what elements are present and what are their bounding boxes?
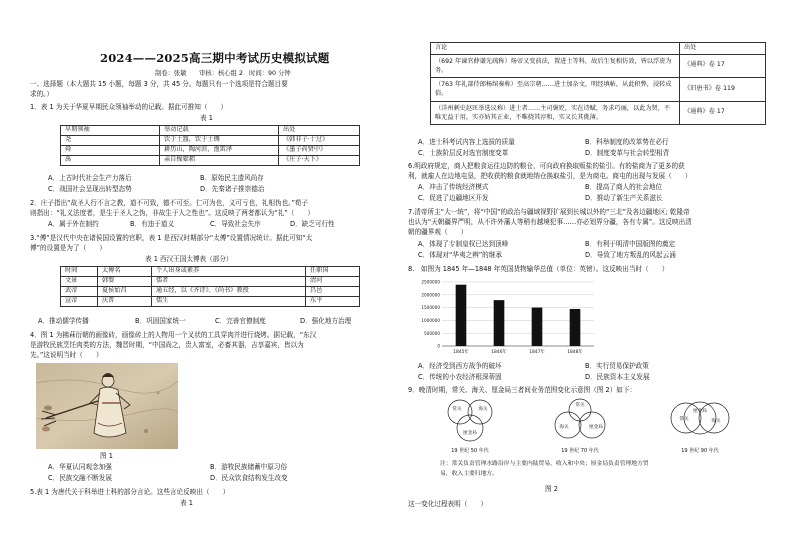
table-cell: 舜 [61,146,160,156]
y-tick-label: 1500000 [421,305,440,311]
exam-title: 2024——2025高三期中考试历史模拟试题 [100,51,330,65]
venn-circle-label: 海关 [559,425,569,430]
q8-option-c: C．传统的小农经济根深蒂固 [418,373,502,381]
q4-figure-caption: 图 1 [100,452,113,460]
venn-circle-label: 厘金局 [463,431,477,436]
table-header-cell: 言论 [431,43,680,55]
q3-table [60,266,360,307]
table-cell: 儒生 [152,297,306,307]
venn-circle [468,400,492,424]
venn-period-label: 19 世纪 90 年代 [681,448,719,454]
table-cell: 禹 [61,156,160,166]
q8-option-a: A．经济受到西方战争的破坏 [418,362,502,370]
q4-line1: 4．图 1 为拂菻衍朝的画像砖，画像砖上的人物用一个叉状的工具穿肉并进行烧烤。据记载，“东汉 [30,331,317,339]
q3-option-b: B．巩固国家统一 [135,317,186,325]
q2-option-a: A．属于外在制约 [48,220,99,228]
venn-circle [699,403,729,433]
table-cell: 亲自操橐耜 [160,156,279,166]
q6-option-b: B．提高了商人的社会地位 [585,183,663,191]
venn-circle-label: 常关 [679,417,689,422]
q6-line1: 6.明政府规定，商人把粮食运往边防的粮仓，可向政府换取贩盐的盐引。有的盐商为了更多的获 [408,162,685,170]
table-cell: 《韩非子·十过》 [279,136,360,146]
q1-option-a: A．上古时代社会生产力落后 [48,174,132,182]
section-header-cont: 求的。） [30,90,54,98]
table-cell: 尧 [61,136,160,146]
y-tick-label: 2500000 [421,279,440,285]
q7-line1: 7.清帝所主“大一统”，将“中国”的政治与疆域视野扩展到长城以外的“三北”及各边疆地区; 乾隆帝 [408,208,690,216]
q3-option-a: A．推动儒学传播 [38,317,89,325]
q3-line2: 傅”的设置是为了（ ） [30,244,106,252]
table-cell: 昌邑 [306,287,360,297]
table-header-row [431,43,766,55]
table-header-cell: 早期领袖 [61,126,160,136]
bar [532,308,543,346]
q4-line3: 先。”这说明当时（ ） [30,351,103,359]
table-row [431,101,766,125]
q3-option-c: C．完善官僚制度 [215,317,266,325]
bar [456,285,467,346]
bar [570,309,581,346]
q6-option-a: A．冲击了传统经济模式 [418,183,489,191]
table-header-cell: 太傅名 [98,267,152,277]
export-value-bar-chart [404,276,604,360]
q1-option-d: D．先秦诸子推崇德治 [200,185,265,193]
table-header-row [61,126,360,136]
q4-option-a: A．华夏认同观念加强 [48,463,112,471]
q2-line1: 2．庄子指出“故圣人行不言之教，道不可致，德不可至。仁可为也，义可亏也，礼相伪也。”荀子 [30,199,309,207]
table-header-cell: 出处 [680,43,766,55]
table-cell: 夏侯始昌 [98,287,152,297]
q2-option-c: C．导致社会失序 [210,220,261,228]
q9-figure-caption: 图 2 [545,485,558,493]
x-tick-label: 1846年 [491,350,507,355]
table-cell: （692 年谏官薛谦光疏称）炀帝又变前法，置进士等科，故后生复相仿效，皆以浮虚为务。 [431,54,680,78]
customs-venn-diagrams [430,398,770,456]
table-cell: （洋州刺史赵匡举选议称）进士者……主司褒贬，实在诗赋，务求巧丽，以此为贤，不唯无益于用，实亦妨其正业，不唯挠其淳和，实又长其佻薄。 [431,101,680,125]
q2-option-b: B．有违于道义 [130,220,175,228]
table-header-row [61,267,360,277]
venn-circle [448,400,472,424]
venn-circle-label: 海关 [711,419,721,424]
q6-option-d: D．推动了新生产关系滋长 [585,194,663,202]
q3-caption: 表 1 西汉王国太傅表（部分） [145,255,233,263]
brick-painting-image [36,363,178,449]
q5-option-b: B．科举制度的改革势在必行 [585,138,669,146]
table-row [61,146,360,156]
table-row [431,78,766,102]
venn-circle-label: 厘金局 [589,425,603,430]
table-cell: 文景 [61,277,98,287]
q1-caption: 表 1 [200,114,213,122]
table-row [61,277,360,287]
table-cell: 东平 [306,297,360,307]
table-cell: 韩婴 [98,277,152,287]
q7-option-c: C．体现对“华夷之辨”的继承 [418,251,502,259]
q6-option-c: C．促进了边疆地区开发 [418,194,489,202]
venn-circle-label: 常关 [575,403,585,408]
table-cell: 宣帝 [61,297,98,307]
table-cell: 饮于土簋，饮于土铏 [160,136,279,146]
q4-option-d: D．民众饮食结构发生改变 [210,474,288,482]
table-row [61,136,360,146]
table-cell: 儒者 [152,277,306,287]
q2-line2: 则指出：“礼义法度者，是生于圣人之伪，非故生于人之性也”。这反映了两者都认为“礼”（ ） [30,209,315,217]
x-tick-label: 1848年 [567,350,583,355]
q6-line2: 利，就雇人在边地屯垦，把收获的粮食就地纳仓换取盐引，是为商屯。商屯的出现与发展（ ） [408,172,692,180]
table-cell: 《旧唐书》卷 119 [680,78,766,102]
q7-line2: 也认为“天朝疆界严明，从不许外藩人等稍有越境犯事……亦必划界分疆，各有专属”。这反映出清 [408,218,692,226]
table-cell: 《通典》卷 17 [680,101,766,125]
venn-circle-label: 海关 [478,407,488,412]
table-row [61,297,360,307]
venn-period-label: 19 世纪 50 年代 [451,448,489,454]
x-tick-label: 1847年 [529,350,545,355]
q1-option-b: B．原始民主遗风尚存 [200,174,264,182]
q7-option-d: D．导致了地方叛乱的风起云涌 [585,251,676,259]
q4-line2: 是游牧民族烹饪肉类的方法，魏晋时期，“中国尚之，贵人富室，必畜其器，吉享嘉宾，皆以为 [30,341,304,349]
q8-option-b: B．实行贸易保护政策 [585,362,649,370]
y-tick-label: 0 [437,343,440,349]
table-cell: （763 年礼部侍郎杨绾奏称）至高宗朝……进士加杂文，明经填帖，从此积弊，浸转成俗。 [431,78,680,102]
table-cell: 武帝 [61,287,98,297]
table-cell: 耕历山，陶河滨，渔雷泽 [160,146,279,156]
q1-option-c: C．战国社会呈现出转型态势 [48,185,132,193]
table-cell: 《通典》卷 17 [680,54,766,78]
y-tick-label: 500000 [424,330,440,336]
bar [494,300,505,346]
q7-line3: 朝的疆界观（ ） [408,228,468,236]
q5-option-a: A．进士科考试内容上选拔的质量 [418,138,515,146]
q8-stem: 8. 如图为 1845 年—1848 年英国货物输华总值（单位：英镑）。这反映出当时（ ） [408,265,669,273]
table-header-cell: 时间 [61,267,98,277]
venn-period-label: 19 世纪 70 年代 [561,448,599,454]
x-tick-label: 1845年 [453,350,469,355]
q4-option-c: C．民族交融不断发展 [48,474,112,482]
q3-line1: 3.“傅”是汉代中央在诸侯国设置的官职，表 1 是西汉时期部分“太傅”设置情况统计。据此可知“太 [30,234,313,242]
q4-option-b: B．游牧民族储蓄中原习俗 [210,463,288,471]
q9-note-line1: 注：常关负责管理水路沿岸与主要内陆贸易，收入和中央；厘金局负责管理地方贸 [440,461,649,467]
table-row [61,287,360,297]
table-header-cell: 举动记载 [160,126,279,136]
venn-circle-label: 厘金局 [693,409,707,414]
q5-option-d: D．制度变革与社会转型相背 [585,149,670,157]
table-cell: 清河 [306,277,360,287]
q5-stem: 5.表 1 为唐代关于科举进士科的部分言论。这些言论反映出（ ） [30,488,230,496]
y-tick-label: 1000000 [421,318,440,323]
table-cell: 《庄子·天下》 [279,156,360,166]
exam-meta: 制卷：张敏 审核：核心组 2 时间：90 分钟 [155,70,291,77]
q5-caption: 表 1 [180,499,193,507]
table-cell: 庆普 [98,297,152,307]
q2-option-d: D．缺乏可行性 [290,220,335,228]
section-header: 一、选择题（本大题共 15 小题，每题 3 分，共 45 分。每题只有一个选项是符合题目要 [30,80,288,88]
table-header-cell: 出处 [279,126,360,136]
q1-stem: 1．表 1 为关于华夏早期民众领袖举动的记载。据此可推知（ ） [30,103,228,111]
table-row [431,54,766,78]
q3-option-d: D．强化地方治理 [300,317,352,325]
y-tick-label: 2000000 [421,292,440,298]
venn-circle-label: 常关 [452,407,462,412]
table-row [61,156,360,166]
q8-option-d: D．民族资本主义发展 [585,373,650,381]
table-header-cell: 个人出身或素养 [152,267,306,277]
q1-table [60,125,360,166]
table-header-cell: 任职国 [306,267,360,277]
venn-circle [684,402,716,434]
q9-stem: 9．晚清时期，常关、海关、厘金局三者间业务范围变化示意图（图 2）如下： [408,386,637,394]
q9-tail: 这一变化过程表明（ ） [408,500,488,508]
q7-option-b: B．有利于明清中国版图的奠定 [585,240,676,248]
table-cell: 《墨子尚贤中》 [279,146,360,156]
q9-note-line2: 易，收入主要归地方。 [440,471,498,477]
q5-option-c: C．士族阶层反对选官制度变革 [418,149,509,157]
q5-table [430,42,766,125]
table-cell: 通五经，以《齐诗》、《尚书》教授 [152,287,306,297]
q7-option-a: A．体现了专制皇权已达到顶峰 [418,240,509,248]
